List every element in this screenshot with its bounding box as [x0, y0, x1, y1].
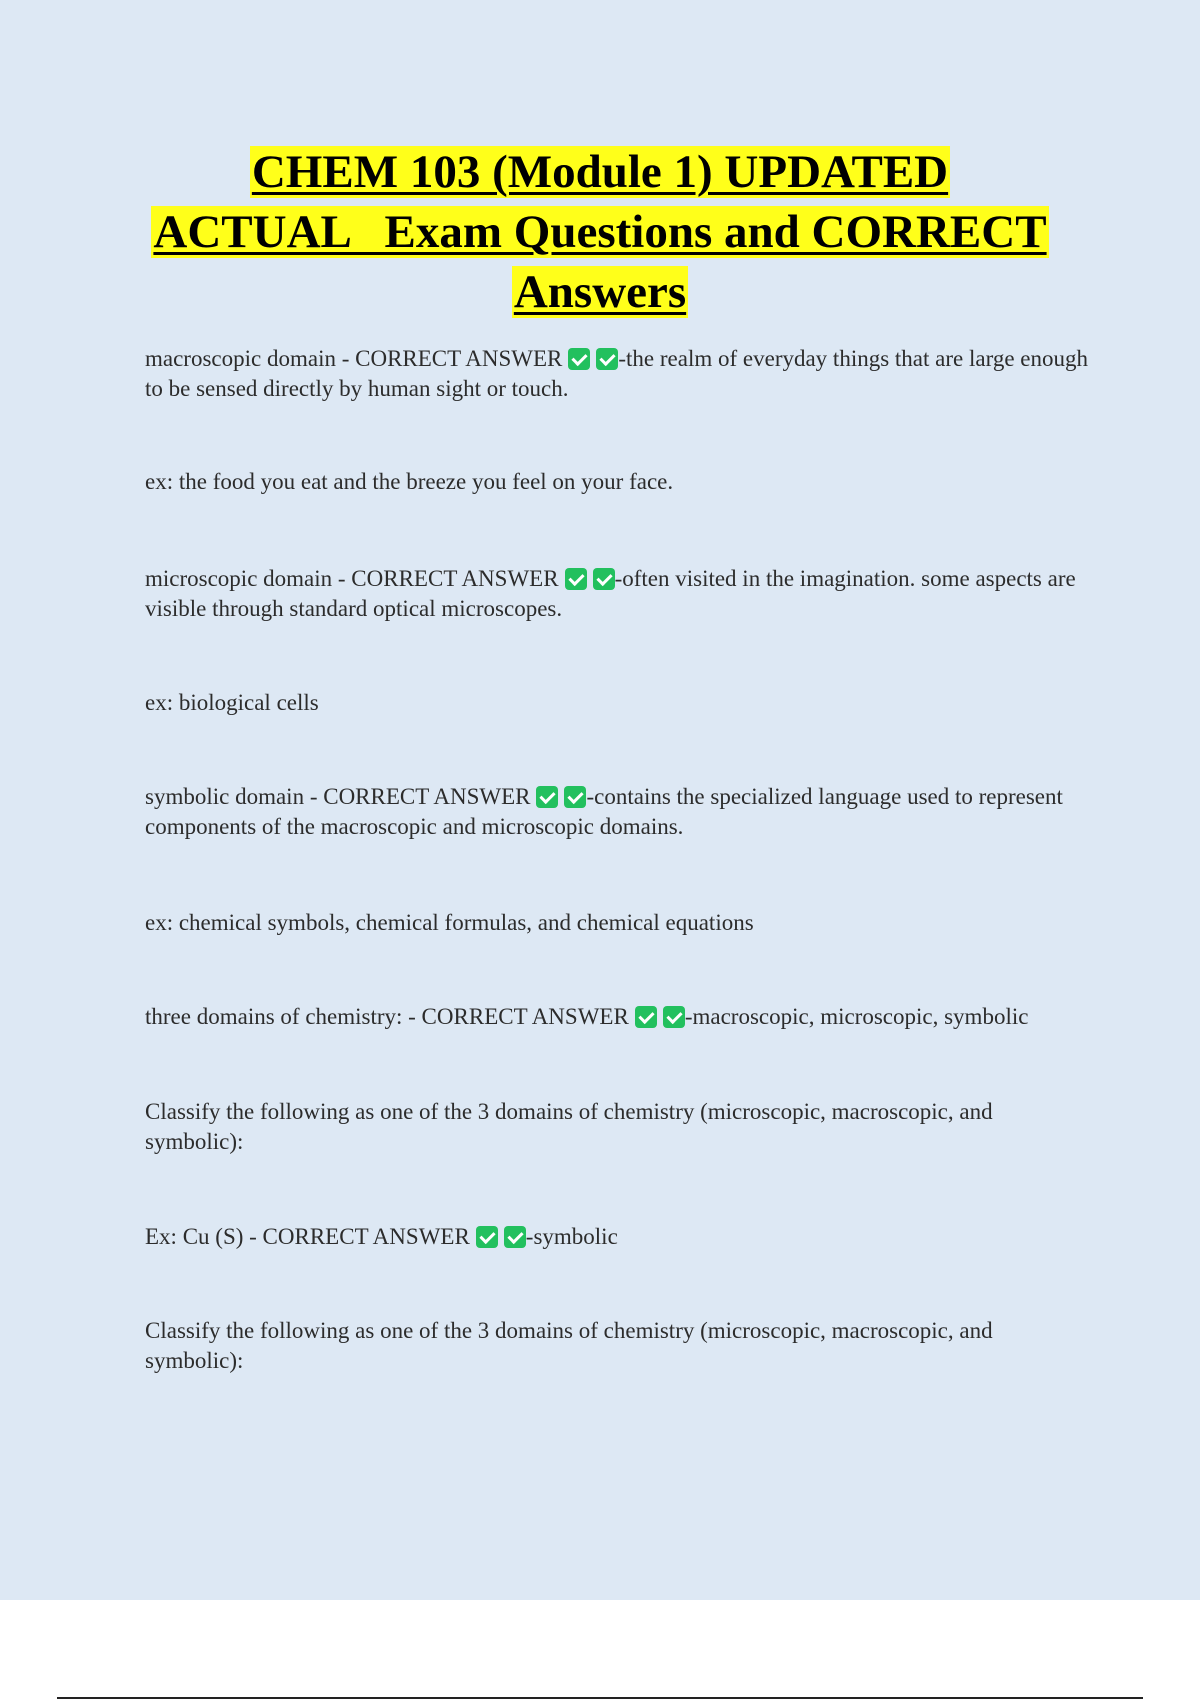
example-text: ex: biological cells	[145, 690, 319, 715]
qa-item-symbolic-domain	[145, 782, 1090, 842]
check-mark-icon	[504, 1226, 526, 1248]
check-mark-icon	[564, 786, 586, 808]
question-text: microscopic domain - CORRECT ANSWER	[145, 566, 559, 591]
question-text: symbolic domain - CORRECT ANSWER	[145, 784, 531, 809]
check-mark-icon	[596, 348, 618, 370]
check-mark-icon	[635, 1006, 657, 1028]
answer-text: -symbolic	[525, 1224, 618, 1249]
footer-divider	[57, 1697, 1143, 1699]
qa-item-macroscopic-domain	[145, 344, 1090, 404]
question-text: macroscopic domain - CORRECT ANSWER	[145, 346, 563, 371]
title-line: ACTUAL Exam Questions and CORRECT	[153, 206, 1047, 258]
example-text: ex: chemical symbols, chemical formulas, and chemical equations	[145, 910, 754, 935]
check-mark-icon	[663, 1006, 685, 1028]
qa-item-microscopic-domain	[145, 564, 1090, 624]
classify-prompt: Classify the following as one of the 3 domains of chemistry (microscopic, macroscopic, and symbolic):	[145, 1318, 993, 1373]
title-line: Answers	[513, 266, 687, 318]
check-mark-icon	[565, 568, 587, 590]
example-text: ex: the food you eat and the breeze you feel on your face.	[145, 469, 674, 494]
answer-text: -often visited in the imagination. some aspects are visible through standard optical microscopes.	[145, 566, 1076, 621]
qa-item-three-domains	[145, 1002, 1090, 1032]
check-mark-icon	[536, 786, 558, 808]
document-title	[100, 142, 1100, 322]
title-line: CHEM 103 (Module 1) UPDATED	[251, 146, 949, 198]
answer-text: -the realm of everyday things that are large enough to be sensed directly by human sight or touch.	[145, 346, 1088, 401]
check-mark-icon	[476, 1226, 498, 1248]
check-mark-icon	[568, 348, 590, 370]
answer-text: -contains the specialized language used to represent components of the macroscopic and microscopic domains.	[145, 784, 1063, 839]
classify-prompt: Classify the following as one of the 3 domains of chemistry (microscopic, macroscopic, and symbolic):	[145, 1099, 993, 1154]
check-mark-icon	[593, 568, 615, 590]
question-text: Ex: Cu (S) - CORRECT ANSWER	[145, 1224, 470, 1249]
question-text: three domains of chemistry: - CORRECT ANSWER	[145, 1004, 629, 1029]
qa-item-cu-s	[145, 1222, 1090, 1252]
answer-text: -macroscopic, microscopic, symbolic	[684, 1004, 1029, 1029]
